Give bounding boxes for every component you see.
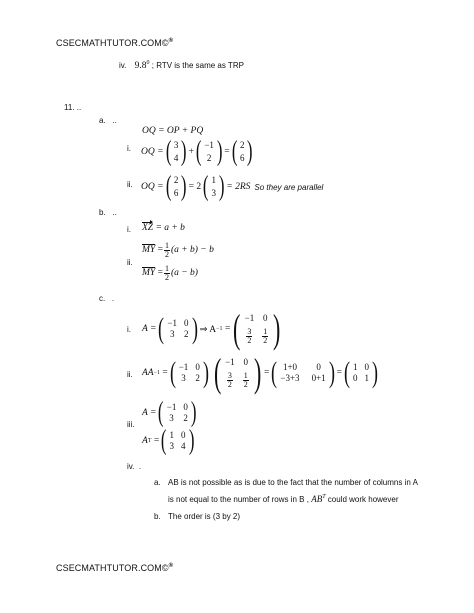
item-text: ; RTV is the same as TRP [151, 61, 244, 71]
part-c-iii-line2: A T = ( 1 0 3 4 ) [142, 425, 195, 456]
part-b-ii-line2: $\overline{MY}$ = $\frac{1}{2}$ (a − b) [142, 263, 198, 282]
header-site: CSECMATHTUTOR.COM© [56, 38, 169, 48]
part-c-iv-label: iv. . [127, 462, 142, 471]
part-a-ii-label: ii. [127, 180, 133, 189]
part-c-iii-line1: A = ( −1 0 3 2 ) [142, 397, 197, 428]
part-c-label: c. . [99, 294, 115, 303]
part-c-ii-math: AA −1 = ( −1 0 3 2 ) ( −1 0 $\frac{3}{2}$ $\frac{1}{2}$ ) = ( 1+0 0 −3+3 0+1 ) = ( 1 0 0 1 ) [142, 350, 378, 395]
part-c-iv-b-text: The order is (3 by 2) [168, 512, 241, 521]
angle-value: $9.8^0$ [134, 60, 150, 72]
part-a-ii-math: OQ = ( 2 6 ) = 2 ( 1 3 ) = 2RS So they are parallel [141, 171, 324, 202]
part-c-ii-label: ii. [127, 370, 133, 379]
footer-site: CSECMATHTUTOR.COM© [56, 563, 169, 573]
question-11-label: 11. .. [64, 103, 82, 112]
part-a-i-label: i. [127, 144, 131, 153]
page-header [56, 38, 173, 48]
registered-mark-icon: ® [168, 563, 174, 569]
part-b-label: b. .. [99, 208, 117, 217]
part-c-iii-label: iii. [127, 420, 135, 429]
part-c-iv-a-text1: AB is not possible as is due to the fact that the number of columns in A [168, 478, 418, 487]
top-item [119, 60, 244, 71]
part-a-label: a. .. [99, 116, 117, 125]
part-c-iv-a-text2: is not equal to the number of rows in B , $AB^T$ could work however [168, 494, 399, 504]
part-c-i-label: i. [127, 325, 131, 334]
part-c-iv-a-label: a. [154, 478, 161, 487]
page-footer [56, 563, 173, 573]
part-b-ii-line1: $\overline{MY}$ = $\frac{1}{2}$ (a + b) − b [142, 240, 214, 259]
part-a-i-math: OQ = ( 3 4 ) + ( −1 2 ) = ( 2 6 ) [141, 136, 253, 167]
part-b-i-label: i. [127, 225, 131, 234]
part-c-iv-b-label: b. [154, 512, 161, 521]
registered-mark-icon: ® [168, 38, 174, 44]
part-c-i-math: A = ( −1 0 3 2 ) ⇒ A −1 = ( −1 0 $\frac{3}{2}$ $\frac{1}{2}$ ) [142, 306, 281, 351]
item-label: iv. [119, 61, 127, 71]
vector-equation: OQ = OP + PQ [142, 126, 204, 136]
part-b-i-math: XZ = a + b [142, 223, 185, 233]
part-b-ii-label: ii. [127, 258, 133, 267]
